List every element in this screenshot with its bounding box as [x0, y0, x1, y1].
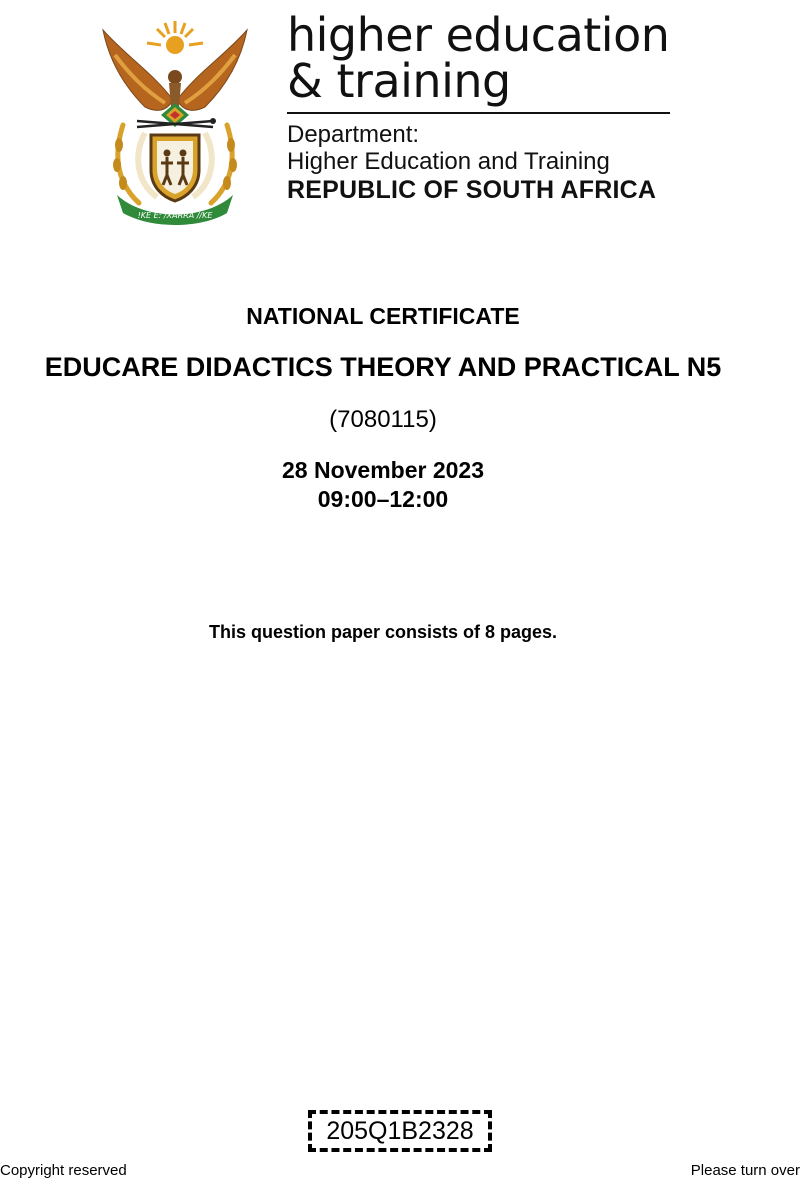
department-label: Department: — [287, 121, 420, 148]
department-name: Higher Education and Training — [287, 148, 610, 175]
brand-title-line1: higher education — [287, 8, 670, 62]
copyright-note: Copyright reserved — [0, 1162, 127, 1179]
exam-date: 28 November 2023 — [281, 457, 484, 483]
subject-title: EDUCARE DIDACTICS THEORY AND PRACTICAL N5 — [44, 352, 722, 382]
certificate-type: NATIONAL CERTIFICATE — [246, 303, 520, 329]
sun-icon — [147, 21, 203, 54]
page-count-note: This question paper consists of 8 pages. — [208, 622, 558, 642]
coat-of-arms-logo — [95, 15, 255, 225]
country-name: REPUBLIC OF SOUTH AFRICA — [287, 176, 657, 204]
turn-over-note: Please turn over — [690, 1162, 800, 1179]
brand-divider — [287, 112, 670, 114]
subject-code: (7080115) — [329, 406, 437, 433]
motto-text: !KE E: /XARRA //KE — [137, 211, 213, 220]
shield-icon — [151, 135, 199, 201]
exam-time: 09:00–12:00 — [317, 486, 449, 512]
brand-title-line2: & training — [287, 54, 511, 108]
paper-code-box: 205Q1B2328 — [308, 1110, 492, 1152]
